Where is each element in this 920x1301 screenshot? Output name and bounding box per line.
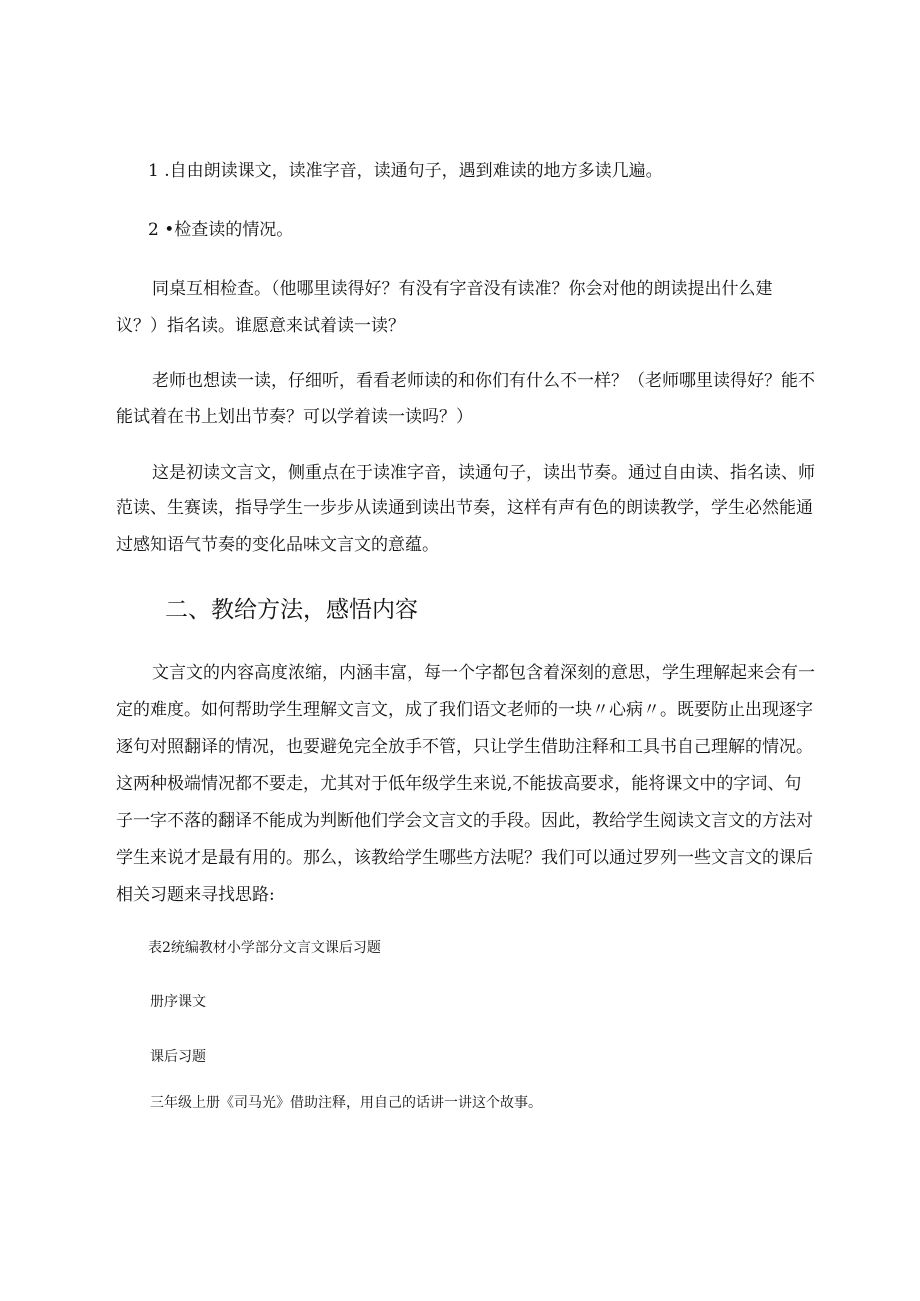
paragraph-line: 相关习题来寻找思路: (116, 885, 275, 905)
section-heading: 二、教给方法，感悟内容 (165, 597, 418, 623)
table-header-exercise: 课后习题 (150, 1049, 206, 1065)
paragraph-line: 能试着在书上划出节奏？可以学着读一读吗？） (116, 407, 473, 427)
paragraph-line: 同桌互相检查。（他哪里读得好？有没有字音没有读准？你会对他的朗读提出什么建 (152, 279, 773, 299)
paragraph-line: 这是初读文言文，侧重点在于读准字音，读通句子，读出节奏。通过自由读、指名读、师 (152, 463, 815, 483)
table-caption: 表2统编教材小学部分文言文课后习题 (148, 940, 381, 956)
paragraph-line: 议？）指名读。谁愿意来试着读一读？ (116, 316, 405, 336)
list-item-2: 2 •检查读的情况。 (148, 220, 294, 240)
table-row: 三年级上册《司马光》借助注释，用自己的话讲一讲这个故事。 (150, 1095, 542, 1111)
paragraph-line: 这两种极端情况都不要走，尤其对于低年级学生来说,不能拔高要求，能将课文中的字词、句 (116, 774, 802, 794)
paragraph-line: 文言文的内容高度浓缩，内涵丰富，每一个字都包含着深刻的意思，学生理解起来会有一 (152, 663, 815, 683)
paragraph-line: 范读、生赛读，指导学生一步步从读通到读出节奏，这样有声有色的朗读教学，学生必然能通 (116, 498, 813, 518)
paragraph-line: 子一字不落的翻译不能成为判断他们学会文言文的手段。因此，教给学生阅读文言文的方法对 (116, 811, 813, 831)
list-item-1: 1 .自由朗读课文，读准字音，读通句子，遇到难读的地方多读几遍。 (148, 161, 663, 181)
paragraph-line: 过感知语气节奏的变化品味文言文的意蕴。 (116, 535, 439, 555)
paragraph-line: 定的难度。如何帮助学生理解文言文，成了我们语文老师的一块〃心病〃。既要防止出现逐字 (116, 700, 813, 720)
paragraph-line: 学生来说才是最有用的。那么，该教给学生哪些方法呢？我们可以通过罗列一些文言文的课后 (116, 848, 813, 868)
table-header-course: 册序课文 (150, 994, 206, 1010)
paragraph-line: 老师也想读一读，仔细听，看看老师读的和你们有什么不一样？（老师哪里读得好？能不 (152, 371, 815, 391)
paragraph-line: 逐句对照翻译的情况，也要避免完全放手不管，只让学生借助注释和工具书自己理解的情况。 (116, 737, 813, 757)
